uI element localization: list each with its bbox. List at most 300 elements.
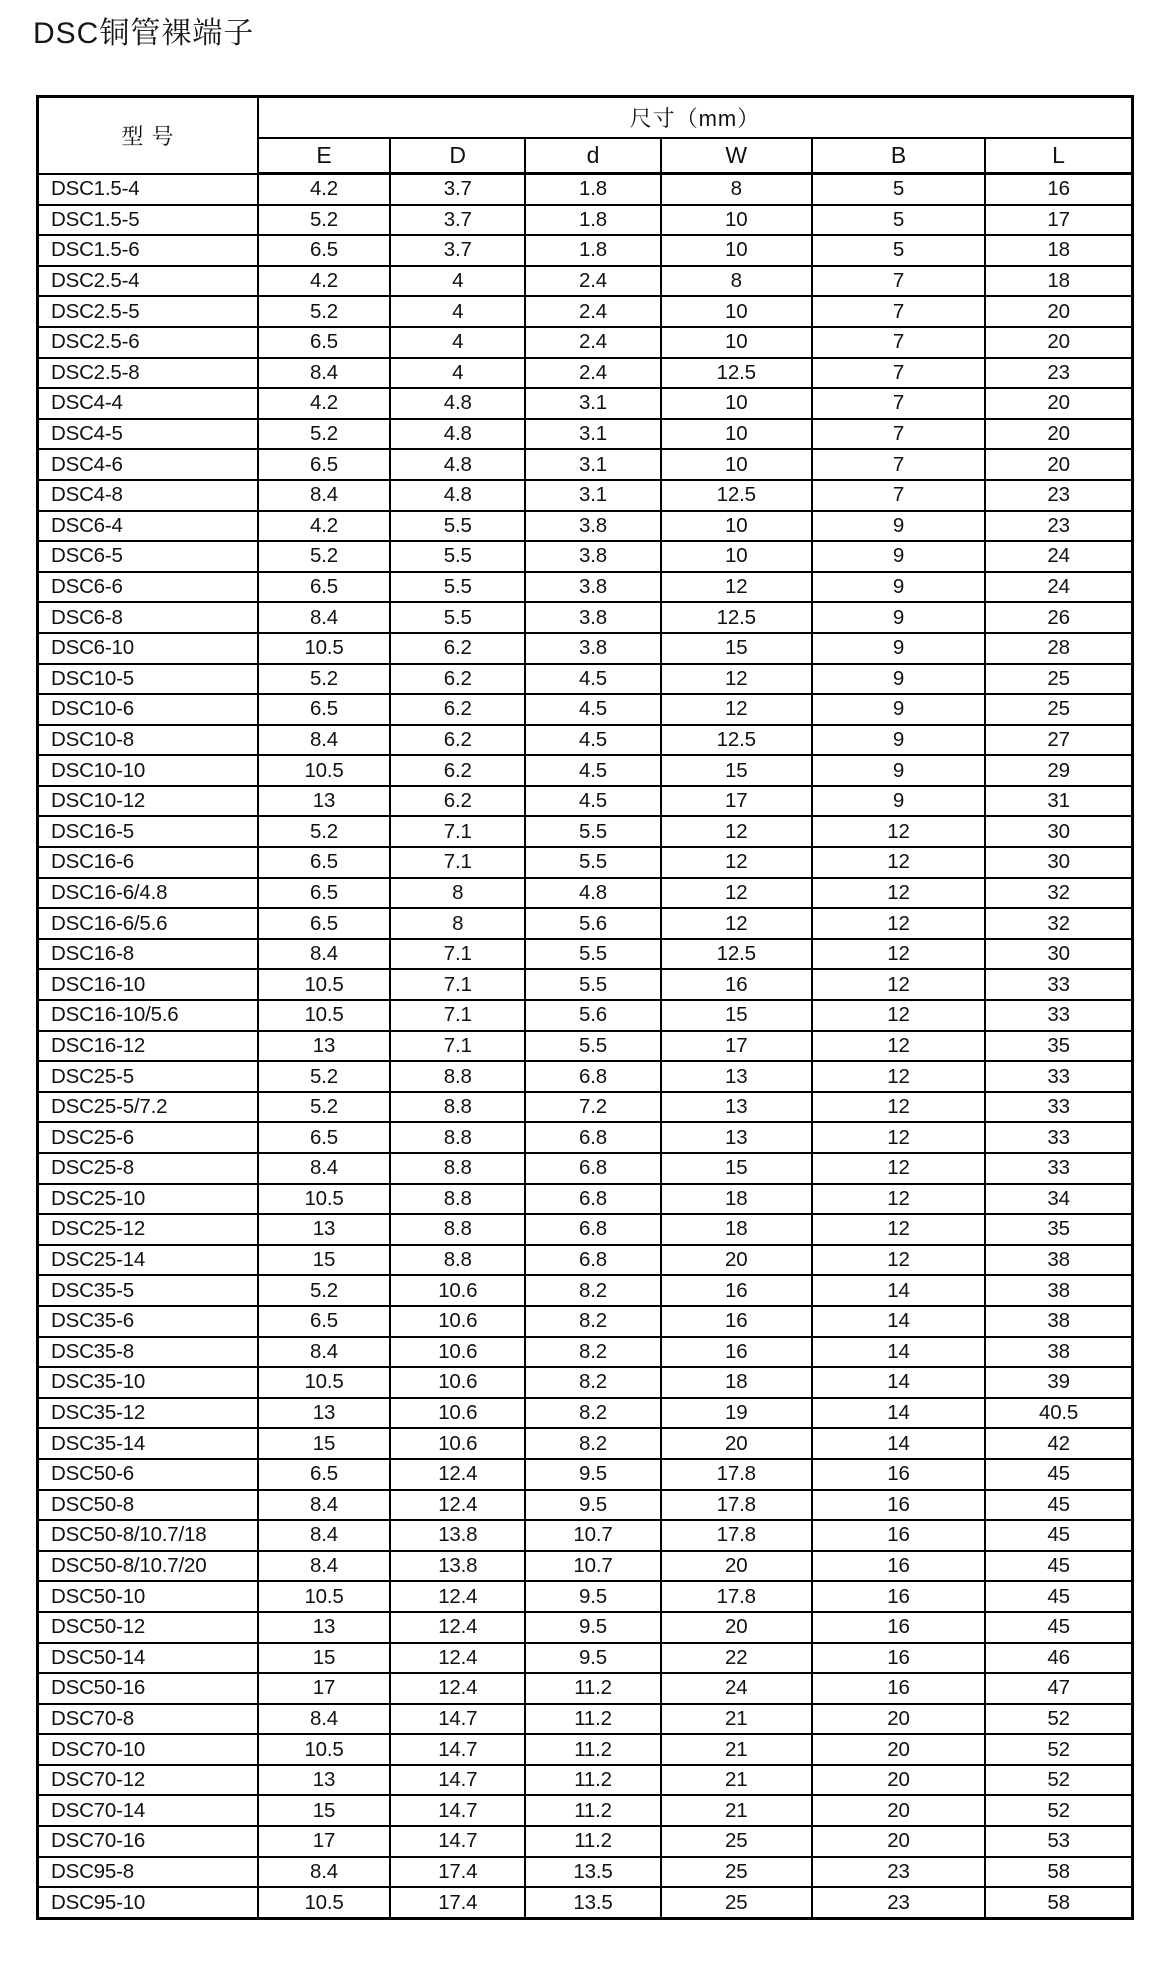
value-cell: 9 [812,694,985,725]
model-cell: DSC95-8 [38,1857,258,1888]
value-cell: 12 [661,664,812,695]
value-cell: 8.4 [258,1551,390,1582]
value-cell: 14.7 [390,1734,525,1765]
value-cell: 12.5 [661,480,812,511]
value-cell: 6.5 [258,694,390,725]
value-cell: 4.8 [525,878,660,909]
value-cell: 45 [985,1612,1132,1643]
value-cell: 45 [985,1490,1132,1521]
value-cell: 22 [661,1643,812,1674]
value-cell: 16 [985,174,1132,205]
table-row [38,296,1133,327]
value-cell: 16 [812,1459,985,1490]
value-cell: 3.8 [525,633,660,664]
value-cell: 24 [985,541,1132,572]
table-row [38,1153,1133,1184]
value-cell: 7.1 [390,1031,525,1062]
model-cell: DSC6-5 [38,541,258,572]
value-cell: 23 [812,1887,985,1918]
value-cell: 16 [661,1275,812,1306]
table-row [38,1581,1133,1612]
value-cell: 15 [661,1000,812,1031]
model-cell: DSC10-6 [38,694,258,725]
value-cell: 4.2 [258,266,390,297]
value-cell: 13.8 [390,1551,525,1582]
value-cell: 8.2 [525,1275,660,1306]
value-cell: 38 [985,1275,1132,1306]
value-cell: 40.5 [985,1398,1132,1429]
model-cell: DSC16-6/4.8 [38,878,258,909]
value-cell: 17.8 [661,1520,812,1551]
value-cell: 8.2 [525,1428,660,1459]
value-cell: 12 [812,878,985,909]
value-cell: 13 [258,1214,390,1245]
value-cell: 3.7 [390,205,525,236]
value-cell: 3.1 [525,449,660,480]
value-cell: 12 [812,1245,985,1276]
value-cell: 4.8 [390,480,525,511]
model-cell: DSC16-10 [38,969,258,1000]
value-cell: 9 [812,633,985,664]
model-cell: DSC50-10 [38,1581,258,1612]
value-cell: 8.4 [258,1337,390,1368]
value-cell: 4 [390,266,525,297]
model-cell: DSC16-5 [38,816,258,847]
value-cell: 6.8 [525,1214,660,1245]
value-cell: 10.5 [258,1367,390,1398]
table-row [38,725,1133,756]
value-cell: 17 [985,205,1132,236]
value-cell: 20 [985,388,1132,419]
value-cell: 10 [661,235,812,266]
model-cell: DSC10-8 [38,725,258,756]
table-row [38,939,1133,970]
value-cell: 17.8 [661,1581,812,1612]
model-cell: DSC2.5-8 [38,358,258,389]
value-cell: 3.1 [525,480,660,511]
value-cell: 25 [985,664,1132,695]
table-row [38,1704,1133,1735]
value-cell: 12 [812,847,985,878]
model-cell: DSC4-4 [38,388,258,419]
value-cell: 52 [985,1795,1132,1826]
value-cell: 11.2 [525,1673,660,1704]
model-cell: DSC95-10 [38,1887,258,1918]
value-cell: 12 [661,816,812,847]
model-cell: DSC1.5-4 [38,174,258,205]
value-cell: 25 [661,1826,812,1857]
value-cell: 31 [985,786,1132,817]
value-cell: 8.4 [258,1153,390,1184]
table-row [38,1184,1133,1215]
value-cell: 8.4 [258,1857,390,1888]
model-cell: DSC70-14 [38,1795,258,1826]
value-cell: 4.5 [525,755,660,786]
value-cell: 16 [812,1581,985,1612]
value-cell: 28 [985,633,1132,664]
value-cell: 13.8 [390,1520,525,1551]
value-cell: 20 [812,1765,985,1796]
table-row [38,388,1133,419]
column-header: L [985,138,1132,174]
column-header: d [525,138,660,174]
value-cell: 24 [985,572,1132,603]
value-cell: 8.8 [390,1061,525,1092]
value-cell: 17.8 [661,1459,812,1490]
value-cell: 10.6 [390,1275,525,1306]
value-cell: 20 [985,419,1132,450]
value-cell: 1.8 [525,174,660,205]
value-cell: 42 [985,1428,1132,1459]
value-cell: 3.7 [390,174,525,205]
value-cell: 15 [258,1795,390,1826]
value-cell: 7.1 [390,847,525,878]
value-cell: 8.4 [258,1520,390,1551]
value-cell: 12 [812,1153,985,1184]
value-cell: 32 [985,908,1132,939]
value-cell: 1.8 [525,205,660,236]
table-row [38,174,1133,205]
value-cell: 10 [661,388,812,419]
value-cell: 10.6 [390,1306,525,1337]
value-cell: 10 [661,205,812,236]
value-cell: 8.4 [258,939,390,970]
model-cell: DSC16-6/5.6 [38,908,258,939]
value-cell: 4.5 [525,664,660,695]
value-cell: 14 [812,1367,985,1398]
value-cell: 23 [985,511,1132,542]
value-cell: 5.5 [390,572,525,603]
value-cell: 33 [985,1092,1132,1123]
model-cell: DSC25-5 [38,1061,258,1092]
model-cell: DSC4-8 [38,480,258,511]
value-cell: 39 [985,1367,1132,1398]
value-cell: 29 [985,755,1132,786]
value-cell: 5.5 [390,541,525,572]
value-cell: 5.2 [258,541,390,572]
value-cell: 9 [812,755,985,786]
value-cell: 38 [985,1337,1132,1368]
value-cell: 7 [812,358,985,389]
model-cell: DSC70-8 [38,1704,258,1735]
value-cell: 9 [812,541,985,572]
value-cell: 10.6 [390,1398,525,1429]
value-cell: 17.4 [390,1857,525,1888]
value-cell: 4 [390,358,525,389]
value-cell: 9.5 [525,1490,660,1521]
table-row [38,1887,1133,1918]
value-cell: 14 [812,1428,985,1459]
value-cell: 33 [985,1122,1132,1153]
value-cell: 7 [812,480,985,511]
value-cell: 5.2 [258,1092,390,1123]
value-cell: 8 [390,878,525,909]
value-cell: 15 [258,1643,390,1674]
value-cell: 3.8 [525,541,660,572]
value-cell: 4 [390,296,525,327]
table-row [38,755,1133,786]
model-cell: DSC70-10 [38,1734,258,1765]
value-cell: 15 [661,633,812,664]
value-cell: 6.8 [525,1245,660,1276]
model-cell: DSC16-10/5.6 [38,1000,258,1031]
model-cell: DSC25-10 [38,1184,258,1215]
value-cell: 6.5 [258,908,390,939]
table-row [38,1765,1133,1796]
value-cell: 12.4 [390,1581,525,1612]
value-cell: 10 [661,511,812,542]
value-cell: 11.2 [525,1734,660,1765]
value-cell: 12 [661,908,812,939]
value-cell: 5.2 [258,205,390,236]
value-cell: 10 [661,296,812,327]
table-row [38,1306,1133,1337]
value-cell: 10.5 [258,633,390,664]
model-cell: DSC10-10 [38,755,258,786]
value-cell: 15 [661,1153,812,1184]
value-cell: 16 [812,1551,985,1582]
value-cell: 5.5 [525,847,660,878]
value-cell: 8.4 [258,725,390,756]
value-cell: 6.2 [390,694,525,725]
value-cell: 25 [985,694,1132,725]
value-cell: 16 [812,1643,985,1674]
value-cell: 18 [661,1367,812,1398]
value-cell: 8.4 [258,358,390,389]
value-cell: 6.5 [258,1306,390,1337]
value-cell: 21 [661,1704,812,1735]
value-cell: 10.7 [525,1520,660,1551]
model-cell: DSC50-12 [38,1612,258,1643]
value-cell: 20 [812,1704,985,1735]
table-row [38,1092,1133,1123]
table-row [38,480,1133,511]
value-cell: 10.5 [258,755,390,786]
value-cell: 4.2 [258,511,390,542]
value-cell: 20 [812,1734,985,1765]
table-row [38,541,1133,572]
value-cell: 12 [812,939,985,970]
value-cell: 58 [985,1887,1132,1918]
value-cell: 11.2 [525,1795,660,1826]
value-cell: 7 [812,327,985,358]
value-cell: 8.8 [390,1184,525,1215]
value-cell: 7 [812,296,985,327]
table-row [38,1000,1133,1031]
model-cell: DSC16-8 [38,939,258,970]
column-header: W [661,138,812,174]
value-cell: 33 [985,1153,1132,1184]
model-cell: DSC25-14 [38,1245,258,1276]
value-cell: 13.5 [525,1857,660,1888]
value-cell: 6.5 [258,449,390,480]
table-row [38,786,1133,817]
value-cell: 13 [258,1765,390,1796]
table-row [38,205,1133,236]
model-cell: DSC16-12 [38,1031,258,1062]
value-cell: 20 [661,1551,812,1582]
value-cell: 14.7 [390,1765,525,1796]
value-cell: 10 [661,419,812,450]
value-cell: 35 [985,1031,1132,1062]
value-cell: 58 [985,1857,1132,1888]
value-cell: 8.4 [258,1704,390,1735]
value-cell: 6.8 [525,1122,660,1153]
value-cell: 6.8 [525,1061,660,1092]
value-cell: 17 [258,1673,390,1704]
table-row [38,602,1133,633]
value-cell: 10.5 [258,1734,390,1765]
value-cell: 6.5 [258,235,390,266]
value-cell: 6.2 [390,664,525,695]
table-row [38,1367,1133,1398]
value-cell: 5 [812,235,985,266]
value-cell: 12 [661,847,812,878]
table-row [38,419,1133,450]
value-cell: 18 [985,235,1132,266]
value-cell: 14.7 [390,1826,525,1857]
value-cell: 3.8 [525,511,660,542]
dimensions-table [36,95,1134,1920]
value-cell: 6.5 [258,878,390,909]
value-cell: 10.6 [390,1337,525,1368]
value-cell: 10 [661,449,812,480]
value-cell: 21 [661,1765,812,1796]
value-cell: 45 [985,1581,1132,1612]
table-row [38,633,1133,664]
header-group-row [38,97,1133,139]
value-cell: 5.2 [258,1275,390,1306]
value-cell: 7 [812,449,985,480]
page-title: DSC铜管裸端子 [33,17,255,50]
model-cell: DSC4-6 [38,449,258,480]
model-cell: DSC50-14 [38,1643,258,1674]
value-cell: 9.5 [525,1612,660,1643]
table-row [38,1490,1133,1521]
value-cell: 12 [812,1000,985,1031]
model-cell: DSC2.5-4 [38,266,258,297]
value-cell: 7.1 [390,939,525,970]
value-cell: 4.8 [390,388,525,419]
value-cell: 5.2 [258,664,390,695]
value-cell: 1.8 [525,235,660,266]
value-cell: 4.8 [390,449,525,480]
model-cell: DSC35-5 [38,1275,258,1306]
value-cell: 3.1 [525,419,660,450]
value-cell: 10.5 [258,1887,390,1918]
value-cell: 45 [985,1520,1132,1551]
model-cell: DSC10-12 [38,786,258,817]
value-cell: 34 [985,1184,1132,1215]
value-cell: 2.4 [525,358,660,389]
table-row [38,1122,1133,1153]
value-cell: 16 [661,1337,812,1368]
value-cell: 7.1 [390,1000,525,1031]
value-cell: 17.4 [390,1887,525,1918]
table-row [38,1795,1133,1826]
value-cell: 6.5 [258,572,390,603]
value-cell: 8.4 [258,602,390,633]
model-cell: DSC50-8/10.7/18 [38,1520,258,1551]
value-cell: 11.2 [525,1765,660,1796]
table-row [38,1520,1133,1551]
value-cell: 52 [985,1704,1132,1735]
value-cell: 4 [390,327,525,358]
value-cell: 17 [258,1826,390,1857]
value-cell: 7.1 [390,969,525,1000]
value-cell: 4.5 [525,786,660,817]
value-cell: 10.7 [525,1551,660,1582]
value-cell: 8.8 [390,1214,525,1245]
value-cell: 25 [661,1887,812,1918]
value-cell: 5 [812,174,985,205]
value-cell: 3.8 [525,602,660,633]
value-cell: 52 [985,1734,1132,1765]
value-cell: 20 [812,1826,985,1857]
value-cell: 6.2 [390,786,525,817]
model-column-header: 型 号 [38,97,258,174]
table-row [38,694,1133,725]
value-cell: 10.5 [258,1000,390,1031]
value-cell: 8.8 [390,1092,525,1123]
model-cell: DSC25-8 [38,1153,258,1184]
value-cell: 18 [985,266,1132,297]
value-cell: 25 [661,1857,812,1888]
model-cell: DSC1.5-6 [38,235,258,266]
value-cell: 20 [812,1795,985,1826]
value-cell: 5.2 [258,296,390,327]
value-cell: 5.2 [258,816,390,847]
value-cell: 6.2 [390,633,525,664]
value-cell: 14.7 [390,1704,525,1735]
model-cell: DSC25-5/7.2 [38,1092,258,1123]
value-cell: 12 [661,878,812,909]
table-row [38,358,1133,389]
table-row [38,327,1133,358]
value-cell: 5.2 [258,419,390,450]
value-cell: 2.4 [525,266,660,297]
value-cell: 8.8 [390,1245,525,1276]
value-cell: 12.4 [390,1643,525,1674]
table-row [38,1398,1133,1429]
value-cell: 9 [812,572,985,603]
value-cell: 5.6 [525,908,660,939]
value-cell: 45 [985,1459,1132,1490]
value-cell: 32 [985,878,1132,909]
value-cell: 23 [812,1857,985,1888]
value-cell: 10.6 [390,1428,525,1459]
value-cell: 16 [812,1520,985,1551]
table-row [38,449,1133,480]
value-cell: 16 [812,1673,985,1704]
table-row [38,1643,1133,1674]
value-cell: 16 [812,1490,985,1521]
value-cell: 33 [985,969,1132,1000]
value-cell: 8 [390,908,525,939]
table-row [38,664,1133,695]
value-cell: 11.2 [525,1704,660,1735]
value-cell: 12 [661,572,812,603]
value-cell: 21 [661,1734,812,1765]
value-cell: 4.2 [258,388,390,419]
model-cell: DSC50-16 [38,1673,258,1704]
table-row [38,1214,1133,1245]
value-cell: 30 [985,847,1132,878]
value-cell: 5 [812,205,985,236]
value-cell: 14 [812,1337,985,1368]
value-cell: 10 [661,327,812,358]
value-cell: 9 [812,786,985,817]
